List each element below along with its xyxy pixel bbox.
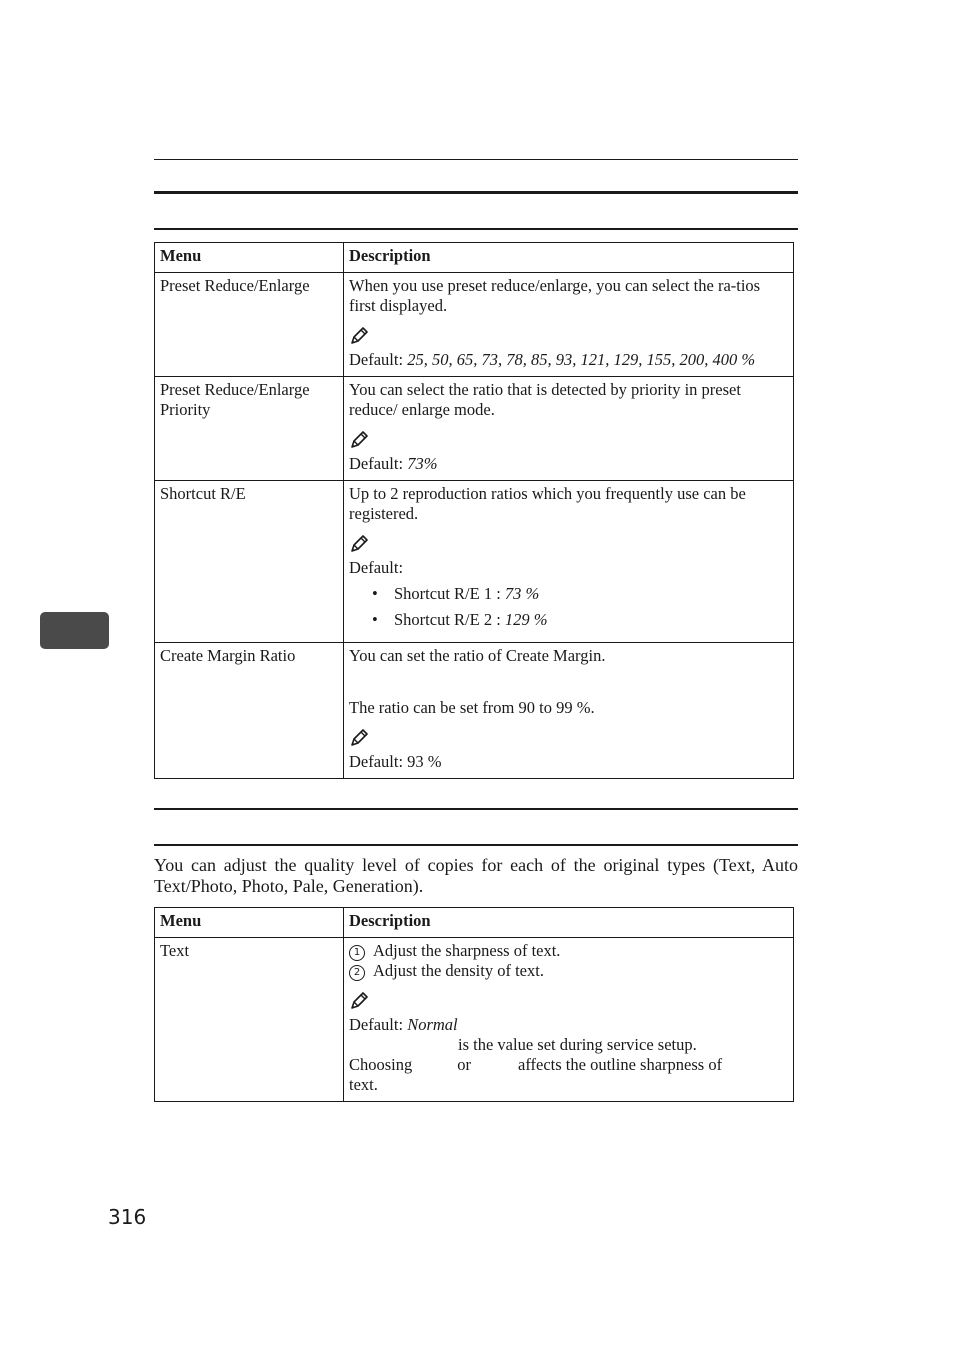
default-label: Default: (349, 558, 404, 577)
default-line: Default: 93 % (349, 752, 442, 771)
intro-paragraph: You can adjust the quality level of copies for each of the original types (Text, Auto Text/Photo, Photo, Pale, Generation). (154, 855, 798, 896)
description-cell (344, 481, 794, 643)
description-cell (344, 377, 794, 481)
description-text: Up to 2 reproduction ratios which you frequently use can be registered. (349, 484, 746, 523)
step-item (349, 941, 788, 961)
bullet-label: Shortcut R/E 2 : (394, 610, 501, 629)
default-value: 25, 50, 65, 73, 78, 85, 93, 121, 129, 155, 200, 400 % (407, 350, 756, 369)
table-row (155, 273, 794, 377)
description-text: When you use preset reduce/enlarge, you can select the ra-tios first displayed. (349, 276, 761, 315)
bullet-label: Shortcut R/E 1 : (394, 584, 501, 603)
note-line (349, 1055, 788, 1095)
table-row (155, 938, 794, 1102)
menu-cell: Shortcut R/E (155, 481, 344, 643)
description-text-2: The ratio can be set from 90 to 99 %. (349, 698, 595, 717)
default-label: Default: (349, 350, 404, 369)
chapter-tab (40, 612, 109, 649)
column-header-description: Description (344, 908, 794, 938)
bullet-icon: • (372, 610, 378, 629)
section-rule-top (154, 191, 798, 194)
header-rule-top (154, 159, 798, 160)
description-text: You can select the ratio that is detected by priority in preset reduce/ enlarge mode. (349, 380, 741, 419)
menu-cell: Preset Reduce/Enlarge Priority (155, 377, 344, 481)
description-cell (344, 643, 794, 779)
section2-rule-top (154, 808, 798, 810)
note-pencil-icon (349, 534, 369, 554)
step-text: Adjust the density of text. (373, 961, 544, 980)
table-header-row (155, 243, 794, 273)
bullet-value: 129 % (504, 610, 548, 629)
step-number-icon: 1 (349, 945, 365, 961)
description-cell (344, 273, 794, 377)
table-header-row (155, 908, 794, 938)
note-pencil-icon (349, 326, 369, 346)
default-value: Normal (407, 1015, 458, 1034)
step-item (349, 961, 788, 981)
section2-rule-bottom (154, 844, 798, 846)
note-text: affects the outline sharpness of (518, 1055, 723, 1074)
note-line (349, 1035, 788, 1055)
column-header-menu: Menu (155, 908, 344, 938)
copy-quality-table (154, 907, 794, 1102)
description-cell (344, 938, 794, 1102)
table-row (155, 377, 794, 481)
menu-cell: Text (155, 938, 344, 1102)
description-text: You can set the ratio of Create Margin. (349, 646, 606, 665)
note-text: text. (349, 1075, 378, 1094)
table-row (155, 643, 794, 779)
menu-cell: Create Margin Ratio (155, 643, 344, 779)
step-number-icon: 2 (349, 965, 365, 981)
list-item (372, 584, 788, 604)
default-label: Default: (349, 454, 404, 473)
default-value: 73% (407, 454, 438, 473)
column-header-menu: Menu (155, 243, 344, 273)
note-pencil-icon (349, 991, 369, 1011)
note-pencil-icon (349, 728, 369, 748)
menu-cell: Preset Reduce/Enlarge (155, 273, 344, 377)
bullet-value: 73 % (504, 584, 540, 603)
default-line (349, 350, 788, 370)
table-row (155, 481, 794, 643)
note-pencil-icon (349, 430, 369, 450)
note-text: is the value set during service setup. (458, 1035, 697, 1054)
default-label: Default: (349, 1015, 404, 1034)
default-list (372, 584, 788, 630)
default-line (349, 454, 788, 474)
reduce-enlarge-table (154, 242, 794, 779)
list-item (372, 610, 788, 630)
note-text: Choosing (349, 1055, 413, 1074)
default-line (349, 1015, 788, 1035)
bullet-icon: • (372, 584, 378, 603)
column-header-description: Description (344, 243, 794, 273)
page-number: 316 (108, 1205, 147, 1229)
note-text: or (457, 1055, 472, 1074)
section-rule-bottom (154, 228, 798, 230)
step-text: Adjust the sharpness of text. (373, 941, 561, 960)
